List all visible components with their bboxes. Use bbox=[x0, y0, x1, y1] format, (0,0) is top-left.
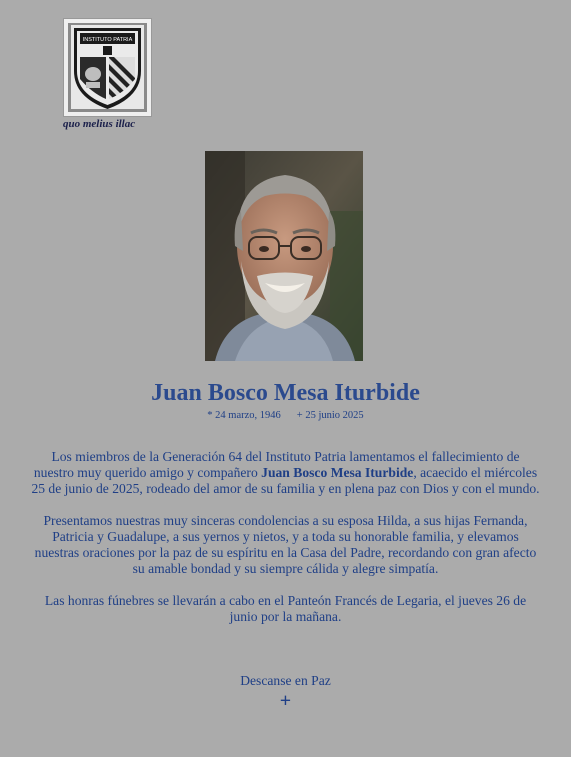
cross-icon: + bbox=[279, 690, 292, 712]
life-dates bbox=[0, 410, 571, 421]
condolence-message bbox=[30, 449, 541, 641]
deceased-name: Juan Bosco Mesa Iturbide bbox=[151, 380, 420, 406]
message-paragraph-3: Las honras fúnebres se llevarán a cabo en el Panteón Francés de Legaria, el jueves 26 de junio por la mañana. bbox=[44, 593, 527, 624]
portrait-photo bbox=[205, 151, 363, 361]
birth-date: * 24 marzo, 1946 bbox=[207, 410, 281, 421]
message-paragraph-2: Presentamos nuestras muy sinceras condolencias a su esposa Hilda, a sus hijas Fernanda, Patricia y Guadalupe, a sus yernos y nietos, y a toda su honorable familia, y elevamos nuestras oraciones por la paz de su espíritu en la Casa del Padre, recordando con gran afecto su amable bondad y su siempre cálida y alegre simpatía. bbox=[34, 513, 537, 576]
rest-in-peace: Descanse en Paz bbox=[240, 673, 331, 688]
crest-label: INSTITUTO PATRIA bbox=[82, 37, 133, 43]
motto: quo melius illac bbox=[63, 118, 136, 130]
crest-graphic bbox=[64, 19, 151, 116]
message-name-bold: Juan Bosco Mesa Iturbide bbox=[261, 465, 414, 480]
message-paragraph-1 bbox=[30, 449, 541, 497]
message-text: , acaecido el miércoles 25 de junio de 2025, rodeado del amor de su familia y en plena paz con Dios y con el mundo. bbox=[31, 465, 540, 496]
death-date: + 25 junio 2025 bbox=[296, 410, 364, 421]
institute-crest-icon bbox=[63, 18, 152, 117]
message-text: Los miembros de la Generación 64 del Instituto Patria lamentamos el fallecimiento de nuestro muy querido amigo y compañero bbox=[33, 449, 520, 480]
